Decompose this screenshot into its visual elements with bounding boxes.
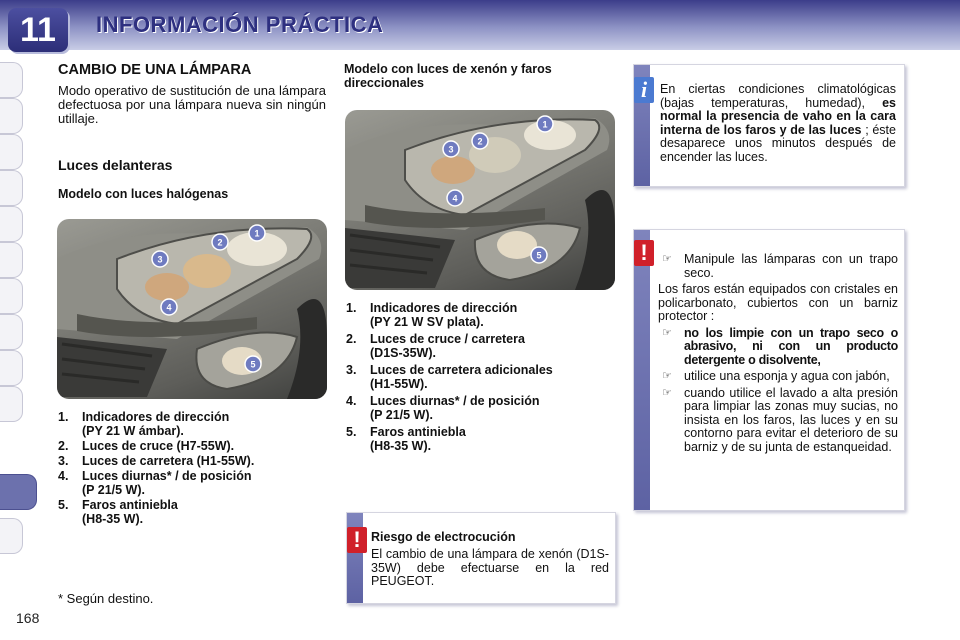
warning-paragraph: Los faros están equipados con cristales en policarbonato, cubiertos con un barniz protector :: [658, 282, 898, 323]
list-item: 4. Luces diurnas* / de posición (P 21/5 W).: [58, 469, 252, 497]
chapter-tab[interactable]: [0, 314, 23, 350]
list-item: 4. Luces diurnas* / de posición (P 21/5 W).: [346, 394, 540, 422]
footnote: * Según destino.: [58, 591, 154, 606]
warning-icon: !: [347, 527, 367, 553]
hand-pointer-icon: ☞: [662, 326, 672, 339]
list-item: 2. Luces de cruce (H7-55W).: [58, 439, 235, 453]
chapter-tab[interactable]: [0, 170, 23, 206]
info-icon: i: [634, 77, 654, 103]
list-item: 3. Luces de carretera (H1-55W).: [58, 454, 255, 468]
page-number: 168: [16, 610, 40, 626]
chapter-tab[interactable]: [0, 278, 23, 314]
chapter-tab[interactable]: [0, 62, 23, 98]
list-item: ☞ utilice una esponja y agua con jabón,: [662, 369, 890, 383]
marker-3: 3: [448, 144, 454, 155]
marker-4: 4: [166, 302, 172, 313]
chapter-title: INFORMACIÓN PRÁCTICA: [96, 12, 384, 37]
marker-1: 1: [254, 228, 260, 239]
list-item: 3. Luces de carretera adicionales (H1-55W).: [346, 363, 553, 391]
hand-pointer-icon: ☞: [662, 253, 672, 265]
hand-pointer-icon: ☞: [662, 370, 672, 382]
info-text: En ciertas condiciones climatológicas (bajas temperaturas, humedad), es normal la presencia de vaho en la cara interna de los faros y de las luces ; éste desaparece unos minutos después de encender las luces.: [660, 82, 896, 164]
hand-pointer-icon: ☞: [662, 386, 672, 399]
info-box: [633, 64, 905, 187]
halogen-headlight-image: [57, 219, 327, 399]
marker-1: 1: [542, 119, 548, 130]
warning-text: [658, 253, 898, 457]
cleaning-warning-box: [633, 229, 905, 511]
list-item: 5. Faros antiniebla (H8-35 W).: [58, 498, 178, 526]
marker-5: 5: [250, 359, 256, 370]
chapter-tab-active[interactable]: [0, 474, 37, 510]
chapter-tab[interactable]: [0, 206, 23, 242]
marker-3: 3: [157, 254, 163, 265]
chapter-tab[interactable]: [0, 386, 23, 422]
halogen-bulb-list: [58, 410, 338, 527]
list-item: ☞ no los limpie con un trapo seco o abrasivo, ni con un producto detergente o disolvente,: [662, 325, 898, 367]
electrocution-title: Riesgo de electrocución: [371, 530, 516, 544]
halogen-model-heading: Modelo con luces halógenas: [58, 187, 229, 201]
chapter-tab-strip: [0, 62, 24, 574]
list-item: 5. Faros antiniebla (H8-35 W).: [346, 425, 466, 453]
electrocution-text: El cambio de una lámpara de xenón (D1S-35W) debe efectuarse en la red PEUGEOT.: [371, 547, 609, 588]
marker-2: 2: [477, 136, 483, 147]
box-accent-bar: [634, 230, 650, 510]
list-item: 2. Luces de cruce / carretera (D1S-35W).: [346, 332, 525, 360]
marker-2: 2: [217, 237, 223, 248]
list-item: 1. Indicadores de dirección (PY 21 W SV plata).: [346, 301, 518, 329]
warning-icon: !: [634, 240, 654, 266]
marker-4: 4: [452, 193, 458, 204]
chapter-tab[interactable]: [0, 98, 23, 134]
chapter-tab[interactable]: [0, 134, 23, 170]
list-item: ☞ cuando utilice el lavado a alta presión para limpiar las zonas muy sucias, no insista en los faros, las luces y en su contorno para evitar el deterioro de su barniz y de su junta de estanqueidad.: [662, 385, 898, 454]
xenon-model-heading: Modelo con luces de xenón y faros direccionales: [344, 62, 552, 90]
chapter-tab[interactable]: [0, 242, 23, 278]
list-item: ☞ Manipule las lámparas con un trapo seco.: [662, 252, 898, 280]
marker-5: 5: [536, 250, 542, 261]
chapter-number-badge: 11: [8, 8, 68, 52]
xenon-headlight-image: [345, 110, 615, 290]
xenon-bulb-list: [346, 301, 616, 454]
subsection-title: Luces delanteras: [58, 157, 173, 173]
electrocution-warning-box: [346, 512, 616, 604]
intro-paragraph: Modo operativo de sustitución de una lámpara defectuosa por una lámpara nueva sin ningún utillaje.: [58, 83, 326, 126]
chapter-tab[interactable]: [0, 350, 23, 386]
list-item: 1. Indicadores de dirección (PY 21 W ámbar).: [58, 410, 230, 438]
chapter-tab[interactable]: [0, 518, 23, 554]
section-title: CAMBIO DE UNA LÁMPARA: [58, 62, 252, 78]
